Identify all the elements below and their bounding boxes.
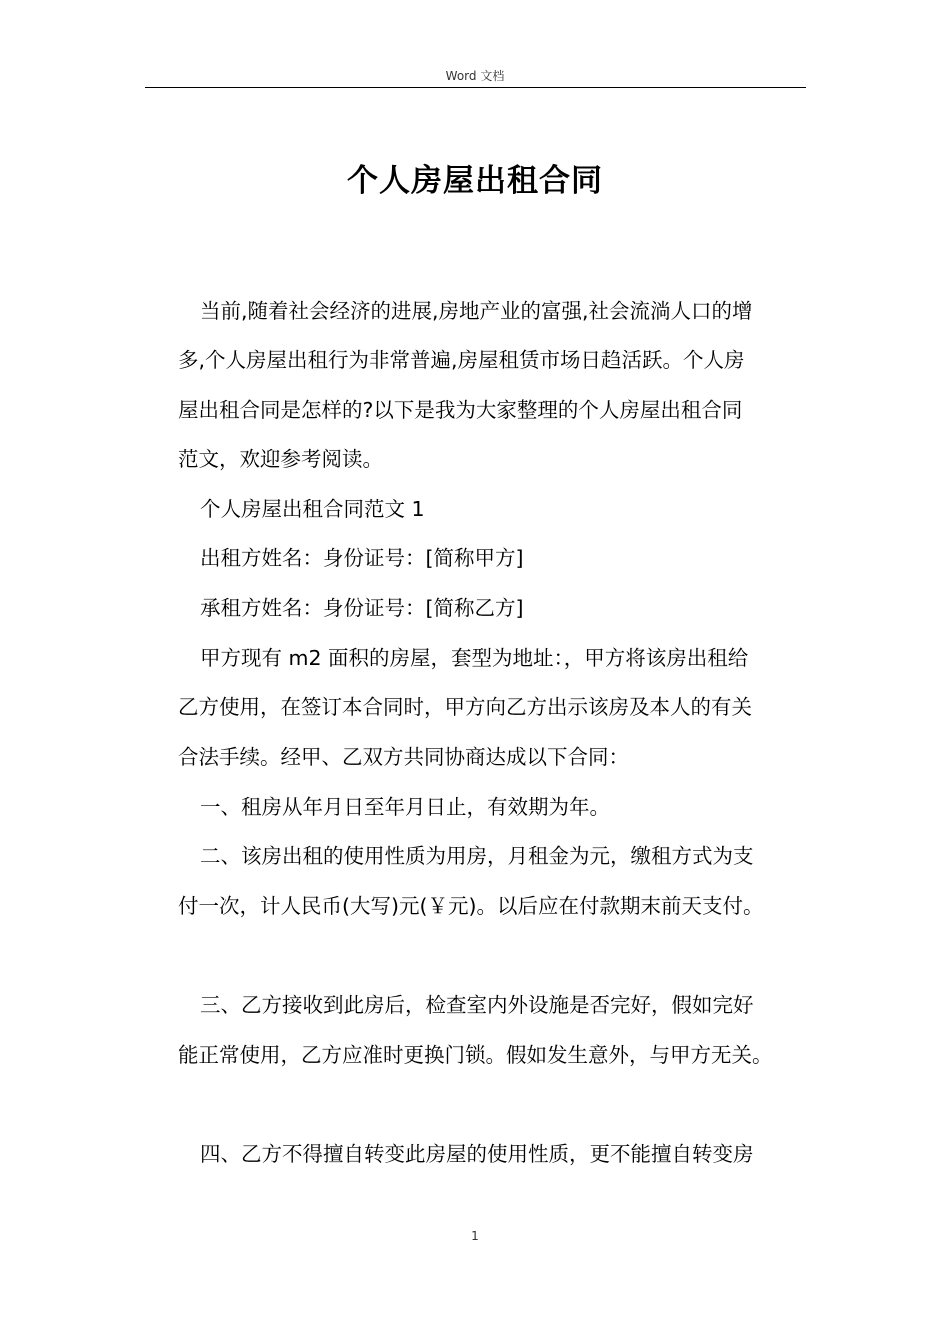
body-line: 三、乙方接收到此房后，检查室内外设施是否完好，假如完好 [200, 993, 754, 1017]
body-line: 当前,随着社会经济的进展,房地产业的富强,社会流淌人口的增 [200, 299, 753, 323]
header-divider [145, 87, 806, 88]
page-header: Word 文档 [445, 69, 505, 83]
body-line: 一、租房从年月日至年月日止，有效期为年。 [200, 795, 610, 819]
body-line: 承租方姓名：身份证号：[简称乙方] [200, 596, 524, 620]
body-line: 合法手续。经甲、乙双方共同协商达成以下合同： [178, 745, 629, 769]
body-line: 四、乙方不得擅自转变此房屋的使用性质，更不能擅自转变房 [200, 1142, 754, 1166]
body-line: 屋出租合同是怎样的?以下是我为大家整理的个人房屋出租合同 [178, 398, 743, 422]
body-line: 甲方现有 m2 面积的房屋，套型为地址：，甲方将该房出租给 [200, 646, 749, 670]
body-line: 多,个人房屋出租行为非常普遍,房屋租赁市场日趋活跃。个人房 [178, 348, 745, 372]
body-line: 出租方姓名：身份证号：[简称甲方] [200, 546, 524, 570]
document-title: 个人房屋出租合同 [347, 163, 603, 199]
body-line: 二、该房出租的使用性质为用房，月租金为元，缴租方式为支 [200, 844, 754, 868]
body-line: 范文，欢迎参考阅读。 [178, 447, 383, 471]
body-line: 付一次，计人民币(大写)元(￥元)。以后应在付款期末前天支付。 [178, 894, 764, 918]
body-line: 能正常使用，乙方应准时更换门锁。假如发生意外，与甲方无关。 [178, 1043, 773, 1067]
section-heading: 个人房屋出租合同范文 1 [200, 497, 425, 521]
body-line: 乙方使用，在签订本合同时，甲方向乙方出示该房及本人的有关 [178, 695, 752, 719]
page-number: 1 [471, 1229, 479, 1243]
